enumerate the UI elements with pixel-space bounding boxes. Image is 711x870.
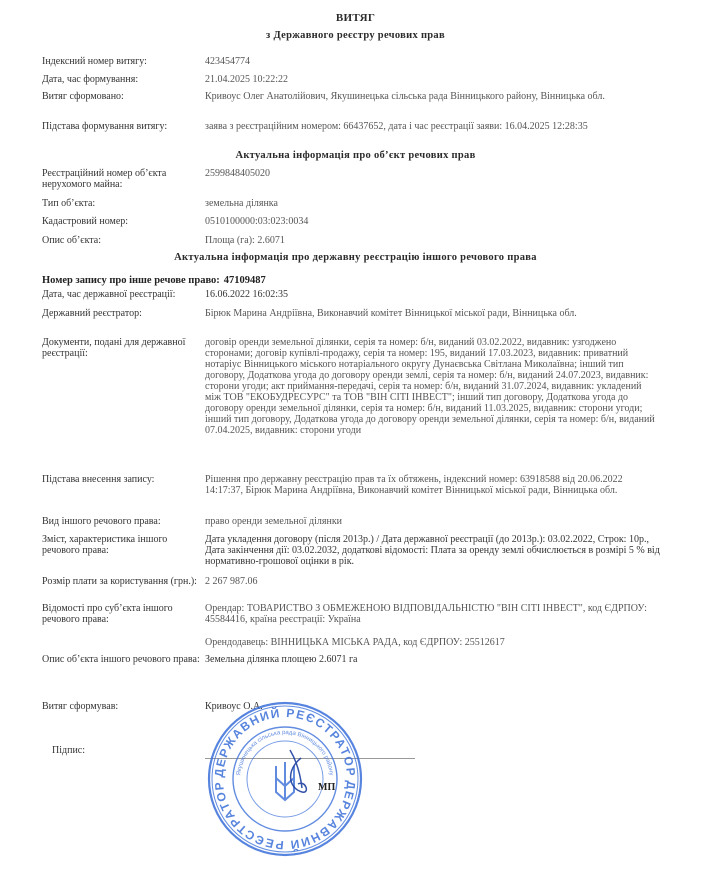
- right-value: Земельна ділянка площею 2.6071 га: [205, 654, 358, 665]
- object-value: 0510100000:03:023:0034: [205, 216, 309, 227]
- object-value: Площа (га): 2.6071: [205, 235, 285, 246]
- right-value: договір оренди земельної ділянки, серія та номер: б/н, виданий 03.02.2022, видавник: узгоджено сторонами; договір купівлі-продажу, серія та номер: 195, виданий 17.03.2023, видавник: приватний нотаріус Вінницького міського нотаріального округу Дунаєвська Світлана Миколаївна; інший тип договору, Додаткова угода до договору оренди землі, серія та номер: б/н, виданий 24.07.2023, видавник: сторони угоди; акт приймання-передачі, серія та номер: б/н, виданий 31.07.2024, видавник: укладений між ТОВ "ЕКОБУДРЕСУРС" та ТОВ "ВІН СІТІ ІНВЕСТ"; інший тип договору, Додаткова угода до договору оренди земельної ділянки, серія та номер: б/н, виданий 11.03.2025, видавник: сторони угоди; інший тип договору, Додаткова угода до договору оренди земельної ділянки, серія та номер: б/н, виданий 07.04.2025, видавник: сторони угоди: [205, 337, 655, 436]
- document-subtitle: з Державного реєстру речових прав: [266, 30, 445, 41]
- object-label: Реєстраційний номер об’єкта нерухомого майна:: [42, 168, 167, 190]
- info-label: Витяг сформовано:: [42, 91, 124, 102]
- right-value: Бірюк Марина Андріївна, Виконавчий комітет Вінницької міської ради, Вінницька обл.: [205, 308, 577, 319]
- right-label: Розмір плати за користування (грн.):: [42, 576, 197, 587]
- object-value: 2599848405020: [205, 168, 270, 179]
- record-number-row: [42, 270, 672, 288]
- formed-value: Кривоус О.А.: [205, 701, 263, 712]
- info-value: Кривоус Олег Анатолійович, Якушинецька сільська рада Вінницького району, Вінницька обл.: [205, 91, 605, 102]
- object-label: Кадастровий номер:: [42, 216, 129, 227]
- right-value: право оренди земельної ділянки: [205, 516, 343, 527]
- right-value: Орендар: ТОВАРИСТВО З ОБМЕЖЕНОЮ ВІДПОВІДАЛЬНІСТЮ "ВІН СІТІ ІНВЕСТ", код ЄДРПОУ: 45584416, країна реєстрації: Україна: [205, 603, 647, 625]
- right-value: 2 267 987.06: [205, 576, 258, 587]
- sign-label: Підпис:: [52, 745, 86, 756]
- object-label: Тип об’єкта:: [42, 198, 96, 209]
- section-right-title: Актуальна інформація про державну реєстрацію іншого речового права: [174, 252, 537, 263]
- right-label: Документи, подані для державної реєстрації:: [42, 337, 186, 359]
- svg-text:ДЕРЖАВНИЙ РЕЄСТРАТОР: ДЕРЖАВНИЙ РЕЄСТРАТОР: [211, 705, 359, 778]
- right-value: 16.06.2022 16:02:35: [205, 289, 289, 300]
- right-label: Вид іншого речового права:: [42, 516, 161, 527]
- svg-text:ДЕРЖАВНИЙ РЕЄСТРАТОР: ДЕРЖАВНИЙ РЕЄСТРАТОР: [211, 780, 359, 853]
- right-label: Зміст, характеристика іншого речового права:: [42, 534, 168, 556]
- stamp-seal-icon: [206, 700, 364, 858]
- document-title: ВИТЯГ: [335, 12, 376, 24]
- record-number-label: Номер запису про інше речове право:: [42, 275, 220, 286]
- info-label: Дата, час формування:: [42, 74, 139, 85]
- info-label: Індексний номер витягу:: [42, 56, 147, 67]
- right-label: Підстава внесення запису:: [42, 474, 155, 485]
- info-label: Підстава формування витягу:: [42, 121, 168, 132]
- formed-label: Витяг сформував:: [42, 701, 119, 712]
- right-label: Опис об’єкта іншого речового права:: [42, 654, 200, 665]
- info-value: заява з реєстраційним номером: 66437652, дата і час реєстрації заяви: 16.04.2025 12:28:35: [205, 121, 588, 132]
- record-number-value: 47109487: [223, 275, 266, 286]
- right-label: Відомості про суб’єкта іншого речового права:: [42, 603, 173, 625]
- info-value: 21.04.2025 10:22:22: [205, 74, 289, 85]
- right-label: Державний реєстратор:: [42, 308, 142, 319]
- info-value: 423454774: [205, 56, 250, 67]
- right-value-lessor: Орендодавець: ВІННИЦЬКА МІСЬКА РАДА, код ЄДРПОУ: 25512617: [205, 637, 505, 648]
- section-object-title: Актуальна інформація про об’єкт речових прав: [235, 150, 476, 161]
- official-stamp: [206, 700, 364, 858]
- svg-text:Якушинецька сільська рада Вінн: Якушинецька сільська рада Вінницького району: [236, 729, 334, 776]
- right-value: Рішення про державну реєстрацію прав та їх обтяжень, індексний номер: 63918588 від 20.06.2022 14:17:37, Бірюк Марина Андріївна, Виконавчий комітет Вінницької міської ради, Вінницька обл.: [205, 474, 623, 496]
- right-label: Дата, час державної реєстрації:: [42, 289, 176, 300]
- right-value: Дата укладення договору (після 2013р.) / Дата державної реєстрації (до 2013р.): 03.02.2022, Строк: 10р., Дата закінчення дії: 03.02.2032, додаткові відомості: Плата за оренду землі обчислюється в розмірі 5 % від нормативно-грошової оцінки в рік.: [205, 534, 660, 567]
- stamp-mp-label: МП: [318, 782, 336, 793]
- object-value: земельна ділянка: [205, 198, 278, 209]
- object-label: Опис об’єкта:: [42, 235, 102, 246]
